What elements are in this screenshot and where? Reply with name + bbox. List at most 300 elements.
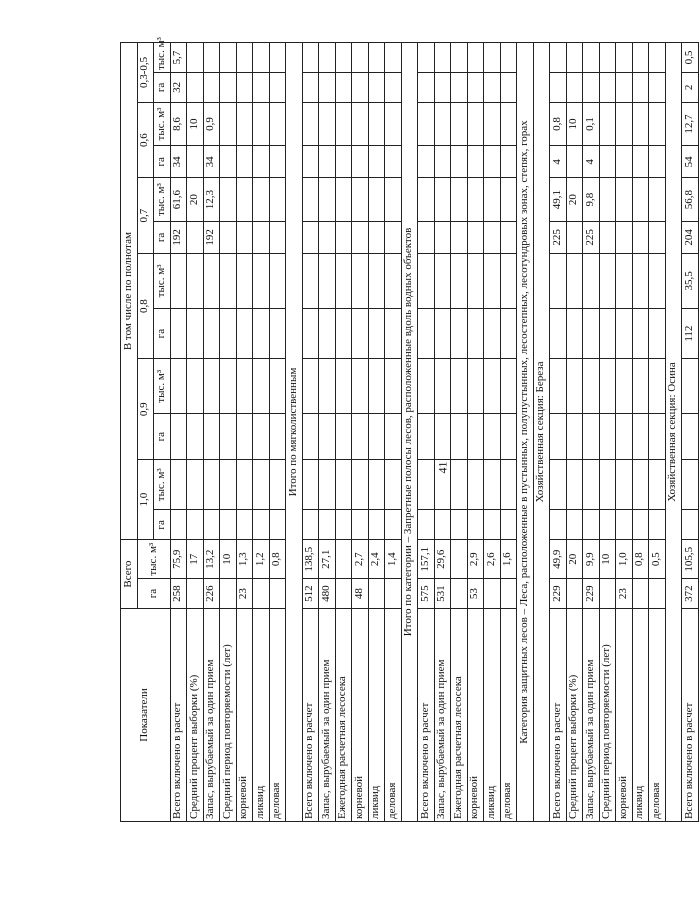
table-cell — [385, 460, 402, 510]
table-row — [319, 43, 336, 822]
header-unit-ha: га — [154, 308, 171, 358]
table-cell — [368, 359, 385, 414]
table-row — [170, 43, 187, 822]
table-cell — [203, 414, 220, 460]
table-cell — [335, 510, 352, 540]
table-cell — [220, 308, 237, 358]
table-cell — [418, 178, 435, 222]
table-cell — [451, 359, 468, 414]
table-cell: 1,3 — [236, 540, 253, 579]
table-cell — [236, 43, 253, 73]
header-density: 1,0 — [137, 460, 154, 540]
table-cell: 2 — [682, 73, 699, 103]
table-cell — [616, 253, 633, 308]
table-cell — [599, 73, 616, 103]
table-cell — [418, 308, 435, 358]
table-cell — [269, 308, 286, 358]
table-cell — [236, 73, 253, 103]
table-cell — [500, 178, 517, 222]
table-cell — [467, 510, 484, 540]
table-cell — [269, 178, 286, 222]
header-unit-ha: га — [154, 510, 171, 540]
table-cell — [269, 460, 286, 510]
table-cell — [236, 308, 253, 358]
table-cell — [187, 460, 204, 510]
table-cell — [467, 43, 484, 73]
table-cell — [236, 178, 253, 222]
table-cell: 157,1 — [418, 540, 435, 579]
table-cell: 12,3 — [203, 178, 220, 222]
table-cell — [649, 178, 666, 222]
table-cell — [319, 221, 336, 253]
table-cell — [616, 73, 633, 103]
table-cell — [203, 253, 220, 308]
table-row — [550, 43, 567, 822]
table-cell — [418, 510, 435, 540]
table-cell — [319, 510, 336, 540]
table-cell — [302, 460, 319, 510]
table-cell — [500, 73, 517, 103]
table-cell — [253, 460, 270, 510]
table-cell — [599, 102, 616, 146]
table-cell — [220, 414, 237, 460]
table-cell: 1,0 — [616, 540, 633, 579]
table-cell — [599, 221, 616, 253]
table-cell: 29,6 — [434, 540, 451, 579]
header-total: Всего — [121, 540, 138, 609]
table-cell — [616, 221, 633, 253]
table-cell — [335, 102, 352, 146]
header-indicator: Показатели — [121, 608, 171, 821]
row-label: корневой — [352, 608, 369, 821]
table-cell — [220, 102, 237, 146]
table-cell: 105,5 — [682, 540, 699, 579]
table-cell: 9,8 — [583, 178, 600, 222]
table-cell — [451, 73, 468, 103]
table-cell — [368, 73, 385, 103]
table-cell — [302, 253, 319, 308]
table-cell — [335, 308, 352, 358]
table-cell — [484, 510, 501, 540]
header-unit-m3: тыс. м³ — [154, 253, 171, 308]
table-cell — [269, 73, 286, 103]
table-cell: 2,9 — [467, 540, 484, 579]
table-cell — [467, 221, 484, 253]
table-cell — [236, 460, 253, 510]
table-cell — [616, 102, 633, 146]
table-cell — [302, 308, 319, 358]
table-cell — [550, 460, 567, 510]
table-cell: 34 — [170, 146, 187, 178]
table-cell: 2,4 — [368, 540, 385, 579]
forest-calculation-table — [120, 37, 699, 822]
table-cell — [467, 460, 484, 510]
table-cell — [253, 414, 270, 460]
table-cell — [682, 460, 699, 510]
table-cell — [566, 253, 583, 308]
table-row — [220, 43, 237, 822]
table-cell: 61,6 — [170, 178, 187, 222]
table-cell — [451, 178, 468, 222]
table-cell — [550, 253, 567, 308]
row-label: ликвид — [368, 608, 385, 821]
table-cell: 23 — [616, 579, 633, 609]
table-cell — [385, 414, 402, 460]
table-cell — [302, 510, 319, 540]
row-label: деловая — [385, 608, 402, 821]
table-cell — [632, 146, 649, 178]
header-density: 0,6 — [137, 102, 154, 178]
table-cell — [418, 359, 435, 414]
table-cell — [368, 308, 385, 358]
table-cell — [368, 146, 385, 178]
table-cell — [220, 460, 237, 510]
table-cell — [220, 221, 237, 253]
table-cell — [319, 178, 336, 222]
table-cell — [418, 73, 435, 103]
table-cell: 4 — [583, 146, 600, 178]
section-row — [286, 43, 303, 822]
table-cell — [649, 221, 666, 253]
table-row — [385, 43, 402, 822]
table-cell — [434, 308, 451, 358]
table-cell — [203, 73, 220, 103]
table-cell — [566, 460, 583, 510]
table-cell — [220, 579, 237, 609]
table-cell: 23 — [236, 579, 253, 609]
table-cell — [269, 102, 286, 146]
table-cell — [269, 579, 286, 609]
table-cell — [385, 146, 402, 178]
table-cell — [302, 221, 319, 253]
table-cell — [418, 221, 435, 253]
table-cell — [599, 253, 616, 308]
table-cell — [170, 308, 187, 358]
table-cell: 225 — [550, 221, 567, 253]
header-total-ha: га — [137, 579, 170, 609]
table-cell: 5,7 — [170, 43, 187, 73]
rotated-table-wrapper — [120, 37, 695, 822]
row-label: Средний процент выборки (%) — [566, 608, 583, 821]
table-cell — [649, 308, 666, 358]
table-cell — [632, 253, 649, 308]
table-cell — [599, 510, 616, 540]
table-cell: 258 — [170, 579, 187, 609]
table-cell — [385, 579, 402, 609]
table-cell — [500, 221, 517, 253]
table-row — [682, 43, 699, 822]
table-cell: 49,1 — [550, 178, 567, 222]
header-unit-m3: тыс. м³ — [154, 102, 171, 146]
table-cell — [434, 73, 451, 103]
table-cell: 56,8 — [682, 178, 699, 222]
table-row — [467, 43, 484, 822]
row-label: Всего включено в расчет — [170, 608, 187, 821]
table-row — [484, 43, 501, 822]
table-cell — [649, 359, 666, 414]
table-cell — [451, 308, 468, 358]
table-cell — [616, 359, 633, 414]
table-cell — [253, 308, 270, 358]
table-cell: 0,9 — [203, 102, 220, 146]
table-cell — [170, 460, 187, 510]
table-cell — [500, 359, 517, 414]
table-cell — [368, 102, 385, 146]
table-cell: 48 — [352, 579, 369, 609]
table-cell — [682, 359, 699, 414]
table-cell: 2,6 — [484, 540, 501, 579]
table-cell — [484, 359, 501, 414]
table-cell — [616, 414, 633, 460]
table-cell: 54 — [682, 146, 699, 178]
table-cell — [352, 102, 369, 146]
table-cell — [632, 308, 649, 358]
table-cell: 35,5 — [682, 253, 699, 308]
table-cell — [467, 359, 484, 414]
table-cell — [253, 102, 270, 146]
table-cell: 2,7 — [352, 540, 369, 579]
table-cell — [352, 460, 369, 510]
table-cell — [632, 73, 649, 103]
table-cell — [500, 43, 517, 73]
table-cell — [451, 43, 468, 73]
table-cell — [632, 43, 649, 73]
table-cell — [434, 102, 451, 146]
table-cell — [335, 414, 352, 460]
table-cell — [319, 359, 336, 414]
table-cell — [583, 359, 600, 414]
row-label: Запас, вырубаемый за один прием — [203, 608, 220, 821]
table-cell — [583, 510, 600, 540]
table-cell — [484, 73, 501, 103]
table-cell — [418, 460, 435, 510]
table-cell — [632, 221, 649, 253]
table-cell — [269, 359, 286, 414]
table-cell — [467, 146, 484, 178]
table-cell — [368, 579, 385, 609]
header-unit-ha: га — [154, 73, 171, 103]
table-body — [170, 43, 698, 822]
table-cell — [220, 178, 237, 222]
table-cell — [484, 460, 501, 510]
table-cell — [500, 102, 517, 146]
table-cell: 204 — [682, 221, 699, 253]
table-cell — [269, 43, 286, 73]
table-cell — [583, 43, 600, 73]
section-row — [533, 43, 550, 822]
table-cell: 0,5 — [682, 43, 699, 73]
table-cell — [352, 221, 369, 253]
table-cell — [253, 73, 270, 103]
table-cell — [319, 253, 336, 308]
section-row — [517, 43, 534, 822]
table-cell — [220, 510, 237, 540]
table-cell — [500, 579, 517, 609]
table-cell — [418, 146, 435, 178]
table-cell: 372 — [682, 579, 699, 609]
table-cell — [434, 221, 451, 253]
header-density: 0,3-0,5 — [137, 43, 154, 103]
row-label: корневой — [236, 608, 253, 821]
table-cell — [302, 73, 319, 103]
table-row — [335, 43, 352, 822]
table-cell — [170, 414, 187, 460]
table-cell — [352, 43, 369, 73]
table-cell — [649, 579, 666, 609]
table-cell: 0,8 — [550, 102, 567, 146]
table-cell — [236, 510, 253, 540]
table-cell — [335, 221, 352, 253]
row-label: Всего включено в расчет — [550, 608, 567, 821]
table-cell — [467, 178, 484, 222]
table-cell — [335, 178, 352, 222]
header-unit-ha: га — [154, 221, 171, 253]
table-cell: 49,9 — [550, 540, 567, 579]
table-cell — [451, 414, 468, 460]
table-cell: 75,9 — [170, 540, 187, 579]
table-cell — [203, 43, 220, 73]
table-cell — [467, 308, 484, 358]
table-cell — [500, 510, 517, 540]
table-cell — [451, 540, 468, 579]
table-cell — [649, 73, 666, 103]
table-cell: 138,5 — [302, 540, 319, 579]
table-cell: 0,8 — [269, 540, 286, 579]
table-row — [352, 43, 369, 822]
table-cell — [649, 253, 666, 308]
table-cell: 10 — [599, 540, 616, 579]
table-row — [451, 43, 468, 822]
table-cell — [187, 308, 204, 358]
section-title: Хозяйственная секция: Осина — [665, 43, 682, 822]
table-cell — [550, 414, 567, 460]
table-cell — [484, 221, 501, 253]
table-cell — [170, 359, 187, 414]
table-cell: 226 — [203, 579, 220, 609]
table-cell — [236, 359, 253, 414]
table-row — [583, 43, 600, 822]
table-cell: 480 — [319, 579, 336, 609]
header-unit-m3: тыс. м³ — [154, 43, 171, 73]
header-density: 0,7 — [137, 178, 154, 254]
table-cell: 20 — [566, 178, 583, 222]
table-cell — [368, 43, 385, 73]
table-cell — [566, 359, 583, 414]
table-cell — [500, 253, 517, 308]
section-title: Итого по категории – Запретные полосы лесов, расположенные вдоль водных объектов — [401, 43, 418, 822]
section-title: Категория защитных лесов – Леса, расположенные в пустынных, полупустынных, лесостепных, лесотундровых зонах, степях, горах — [517, 43, 534, 822]
table-cell — [203, 359, 220, 414]
table-cell — [484, 102, 501, 146]
table-cell — [319, 146, 336, 178]
table-cell — [269, 146, 286, 178]
page-number: 41 — [435, 461, 450, 474]
table-cell — [203, 460, 220, 510]
table-cell — [418, 102, 435, 146]
table-cell — [649, 102, 666, 146]
table-cell — [599, 460, 616, 510]
row-label: Средний процент выборки (%) — [187, 608, 204, 821]
table-cell — [451, 221, 468, 253]
table-cell — [434, 510, 451, 540]
row-label: ликвид — [253, 608, 270, 821]
table-cell — [616, 308, 633, 358]
table-cell — [550, 73, 567, 103]
table-cell — [418, 253, 435, 308]
table-cell — [484, 253, 501, 308]
table-cell — [187, 73, 204, 103]
table-cell: 20 — [187, 178, 204, 222]
table-cell — [632, 359, 649, 414]
table-row — [599, 43, 616, 822]
table-cell — [253, 510, 270, 540]
table-cell — [253, 579, 270, 609]
table-cell — [253, 221, 270, 253]
table-row — [418, 43, 435, 822]
table-row — [616, 43, 633, 822]
table-cell — [302, 102, 319, 146]
table-cell — [220, 253, 237, 308]
table-cell — [236, 102, 253, 146]
row-label: ликвид — [632, 608, 649, 821]
table-cell — [500, 414, 517, 460]
table-cell — [187, 221, 204, 253]
table-cell — [566, 73, 583, 103]
table-cell: 192 — [203, 221, 220, 253]
table-cell — [187, 359, 204, 414]
table-cell — [319, 460, 336, 510]
table-cell — [368, 460, 385, 510]
table-cell: 1,4 — [385, 540, 402, 579]
row-label: Всего включено в расчет — [302, 608, 319, 821]
table-cell — [434, 414, 451, 460]
table-cell: 32 — [170, 73, 187, 103]
table-cell — [434, 359, 451, 414]
table-cell: 1,2 — [253, 540, 270, 579]
table-cell — [484, 579, 501, 609]
table-cell — [451, 579, 468, 609]
table-cell — [253, 178, 270, 222]
table-cell — [616, 146, 633, 178]
table-cell: 0,5 — [649, 540, 666, 579]
table-cell: 531 — [434, 579, 451, 609]
table-cell — [632, 510, 649, 540]
table-cell: 229 — [550, 579, 567, 609]
row-label: корневой — [616, 608, 633, 821]
table-cell — [269, 414, 286, 460]
table-cell — [319, 308, 336, 358]
table-cell — [583, 414, 600, 460]
table-cell — [335, 73, 352, 103]
table-cell: 512 — [302, 579, 319, 609]
table-cell — [335, 540, 352, 579]
table-cell — [335, 359, 352, 414]
table-cell: 0,8 — [632, 540, 649, 579]
row-label: Запас, вырубаемый за один прием — [319, 608, 336, 821]
table-cell — [451, 460, 468, 510]
table-cell — [616, 43, 633, 73]
table-cell: 1,6 — [500, 540, 517, 579]
table-cell — [385, 308, 402, 358]
table-cell — [319, 73, 336, 103]
table-cell — [385, 221, 402, 253]
table-row — [269, 43, 286, 822]
table-cell — [682, 510, 699, 540]
header-by-density: В том числе по полнотам — [121, 43, 138, 540]
table-cell: 10 — [566, 102, 583, 146]
table-cell — [649, 43, 666, 73]
table-cell — [566, 221, 583, 253]
